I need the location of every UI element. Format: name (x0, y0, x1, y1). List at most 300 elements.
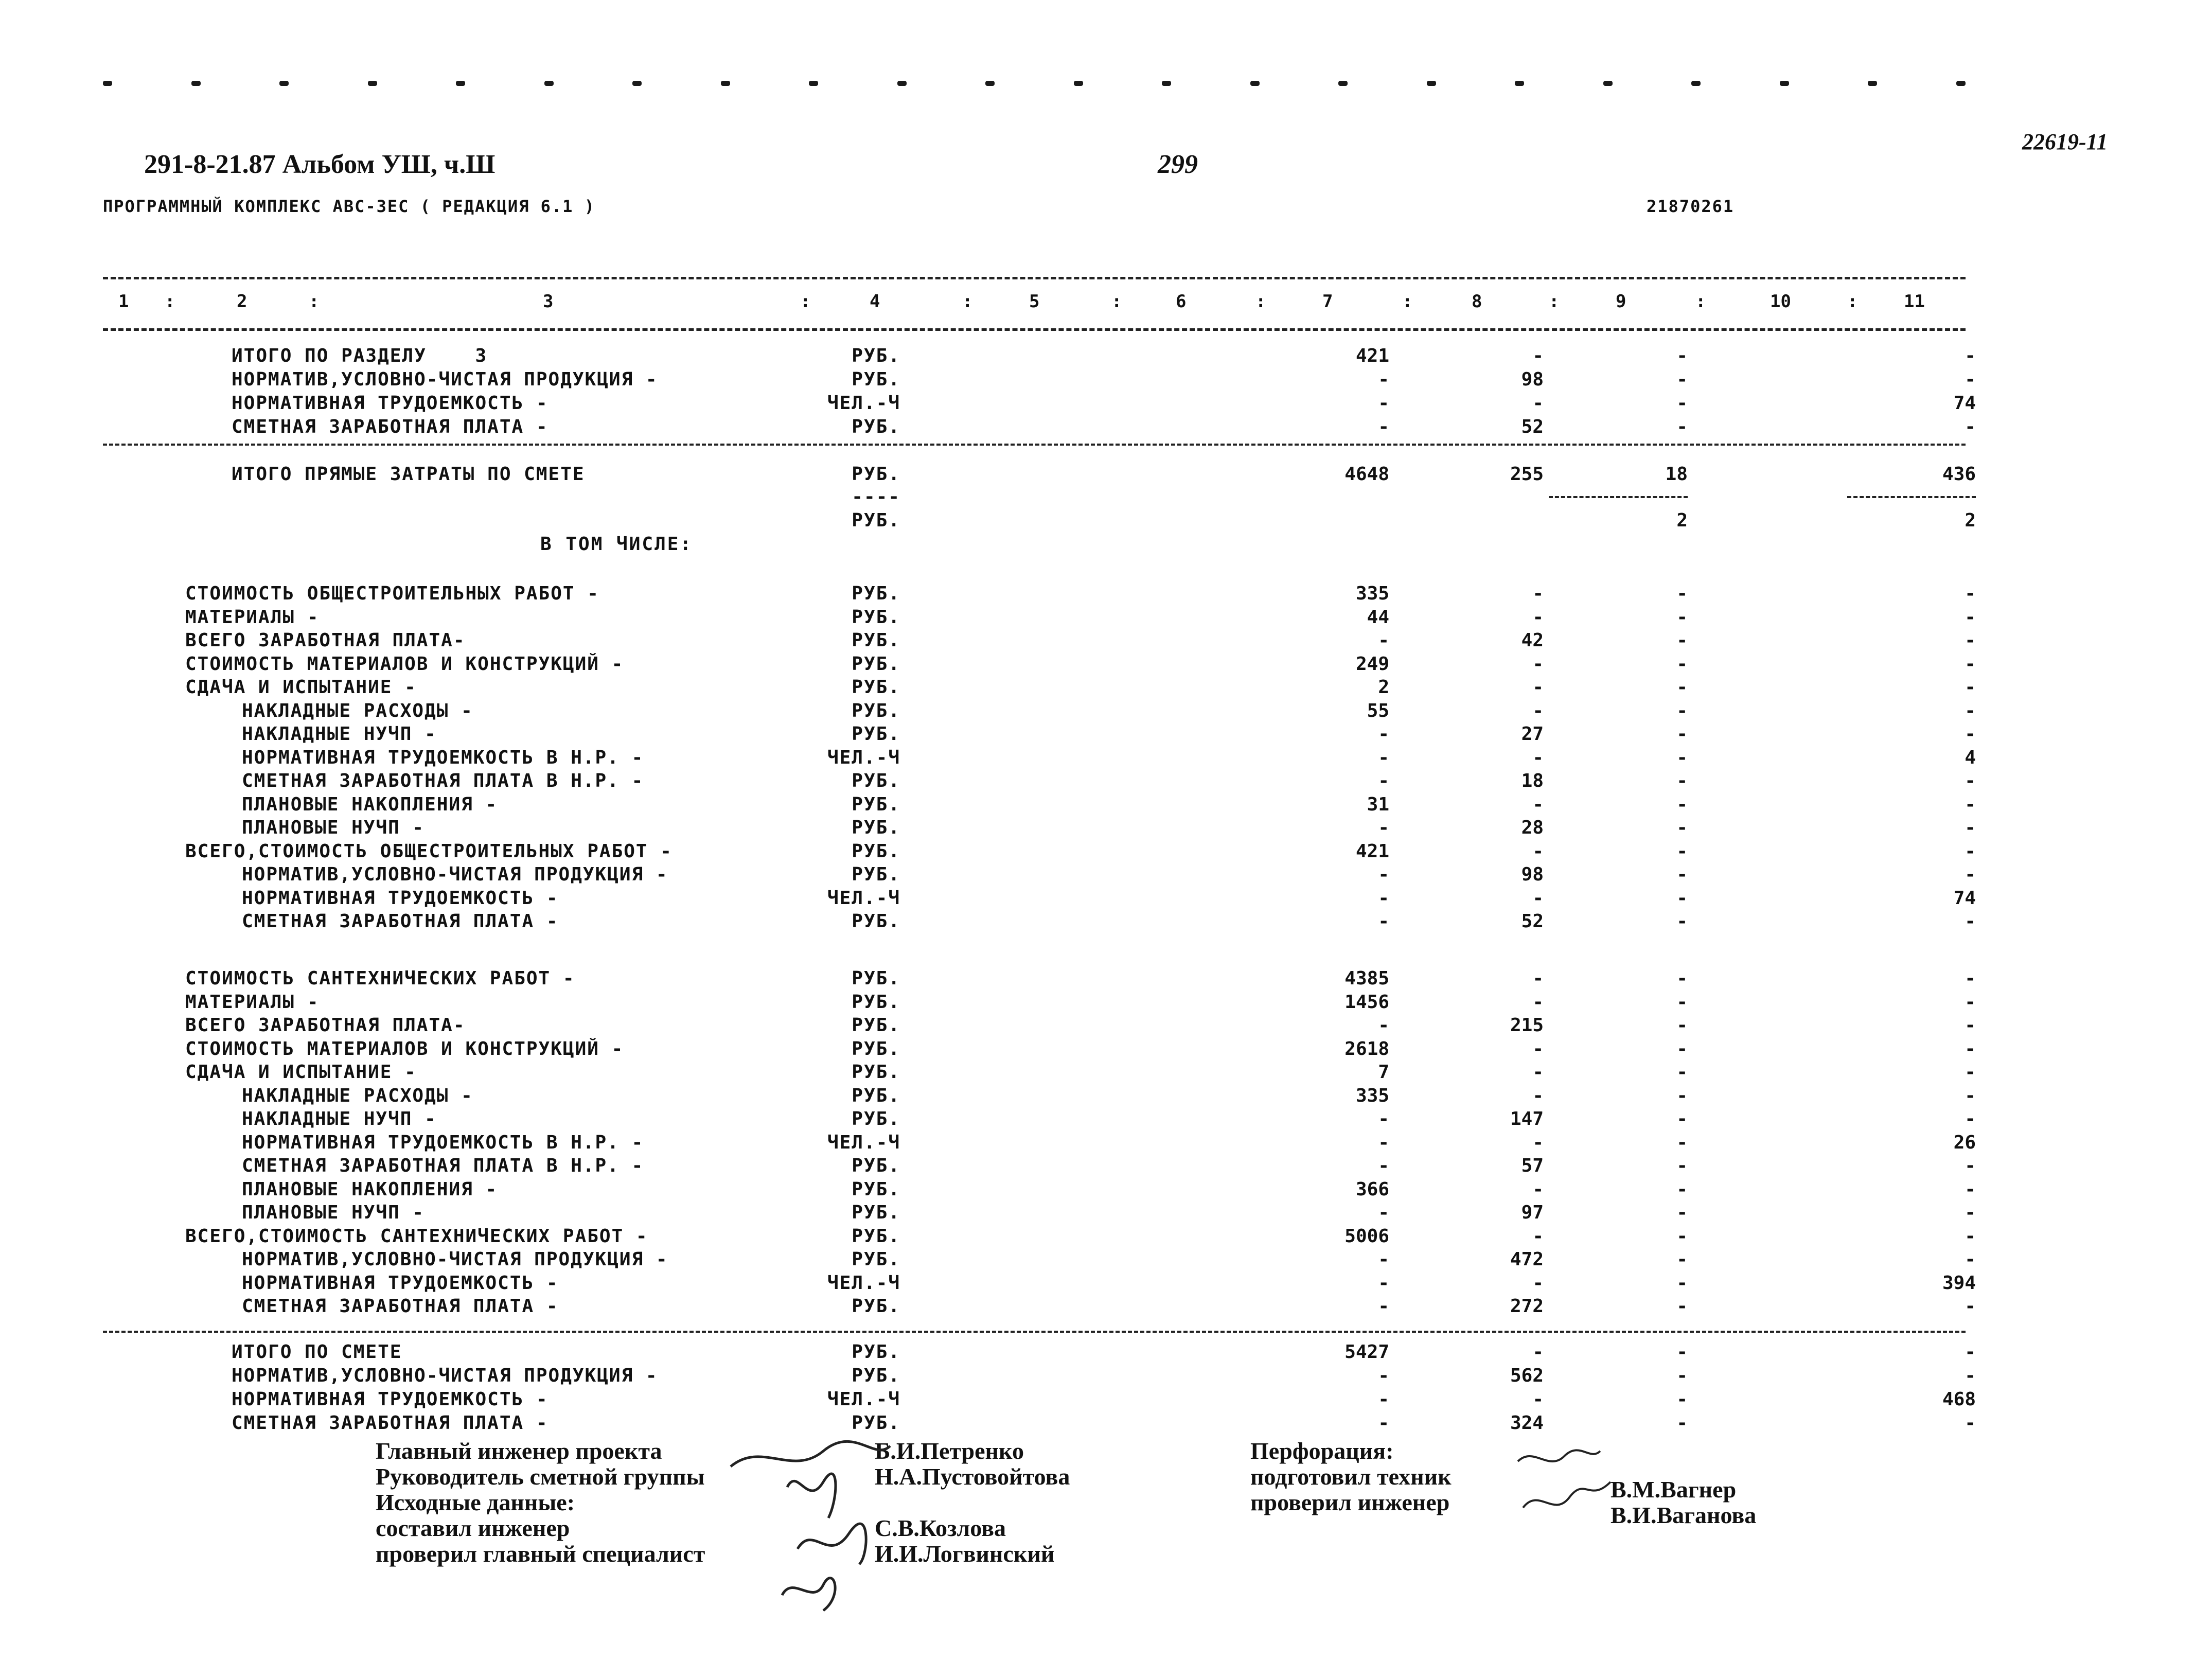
table-row (0, 1178, 2212, 1201)
row-unit: РУБ. (852, 770, 900, 791)
cell-col11: 26 (1953, 1132, 1976, 1153)
table-row (0, 793, 2212, 816)
row-label: НАКЛАДНЫЕ РАСХОДЫ - (242, 700, 473, 721)
cell-col11: - (1965, 630, 1976, 651)
cell-col9: - (1676, 864, 1688, 885)
cell-col7: - (1378, 1015, 1389, 1036)
cell-col11: - (1965, 723, 1976, 745)
cell-col9: - (1676, 1273, 1688, 1294)
cell-col9: - (1676, 700, 1688, 721)
cell-col8: 97 (1521, 1202, 1544, 1223)
cell-col11: - (1965, 583, 1976, 604)
cell-col8: - (1532, 1389, 1544, 1410)
cell-col9: - (1676, 630, 1688, 651)
cell-col9: - (1676, 911, 1688, 932)
table-row (0, 653, 2212, 676)
cell-col11: - (1965, 911, 1976, 932)
row-label: ИТОГО ПО РАЗДЕЛУ 3 (232, 345, 488, 366)
cell-col7: - (1378, 1108, 1389, 1129)
row-label: НОРМАТИВ,УСЛОВНО-ЧИСТАЯ ПРОДУКЦИЯ - (242, 864, 668, 885)
cell-col7: - (1378, 747, 1389, 768)
cell-col8: - (1532, 968, 1544, 989)
cell-col8: - (1532, 888, 1544, 909)
signature-role: проверил главный специалист (376, 1541, 705, 1567)
signature-role: Руководитель сметной группы (376, 1463, 705, 1490)
cell-col9: - (1676, 369, 1688, 390)
column-separator: : (1847, 291, 1858, 312)
cell-col7: 335 (1355, 583, 1389, 604)
row-label: СМЕТНАЯ ЗАРАБОТНАЯ ПЛАТА - (232, 416, 548, 437)
signature-role: проверил инженер (1250, 1489, 1450, 1515)
row-label: ВСЕГО ЗАРАБОТНАЯ ПЛАТА- (185, 1015, 466, 1036)
cell-col7: 335 (1355, 1085, 1389, 1106)
cell-col8: - (1532, 1341, 1544, 1363)
perforation-dot (191, 81, 201, 86)
row-unit: РУБ. (852, 1365, 900, 1386)
row-label: МАТЕРИАЛЫ - (185, 992, 320, 1013)
unit-dashes: ---- (852, 486, 900, 507)
row-label: СМЕТНАЯ ЗАРАБОТНАЯ ПЛАТА В Н.Р. - (242, 770, 644, 791)
column-number: 7 (1322, 291, 1333, 312)
cell-col7: - (1378, 1155, 1389, 1176)
cell-col8: 18 (1521, 770, 1544, 791)
table-row (0, 910, 2212, 933)
row-label: НОРМАТИВНАЯ ТРУДОЕМКОСТЬ - (242, 1273, 559, 1294)
cell-col9: - (1676, 607, 1688, 628)
section-totals-rule (103, 444, 1966, 446)
row-label: СТОИМОСТЬ ОБЩЕСТРОИТЕЛЬНЫХ РАБОТ - (185, 583, 599, 604)
signature-role: Главный инженер проекта (376, 1438, 662, 1464)
row-unit: РУБ. (852, 968, 900, 989)
cell-col8: - (1532, 747, 1544, 768)
cell-col7: - (1378, 1389, 1389, 1410)
table-row (0, 629, 2212, 652)
header-top-rule (103, 277, 1966, 279)
cell-col9: - (1676, 1155, 1688, 1176)
including-heading: В ТОМ ЧИСЛЕ: (540, 534, 693, 555)
table-row (0, 582, 2212, 605)
table-row (0, 606, 2212, 629)
row-unit: РУБ. (852, 416, 900, 437)
cell-col9: - (1676, 794, 1688, 815)
table-row (0, 1225, 2212, 1248)
cell-col9: - (1676, 1412, 1688, 1434)
row-unit: РУБ. (852, 1249, 900, 1270)
row-label: СДАЧА И ИСПЫТАНИЕ - (185, 677, 417, 698)
cell-col7: - (1378, 393, 1389, 414)
perforation-dot (1780, 81, 1789, 86)
row-unit: РУБ. (852, 992, 900, 1013)
cell-col7: - (1378, 1202, 1389, 1223)
perforation-dot (1074, 81, 1083, 86)
perforation-dot (1868, 81, 1877, 86)
subtotal-dash-row (0, 486, 2212, 508)
row-label: НОРМАТИВ,УСЛОВНО-ЧИСТАЯ ПРОДУКЦИЯ - (232, 369, 658, 390)
cell-col8: - (1532, 1273, 1544, 1294)
row-label: ПЛАНОВЫЕ НАКОПЛЕНИЯ - (242, 794, 498, 815)
direct-costs-second-row (0, 509, 2212, 532)
row-unit: РУБ. (852, 345, 900, 366)
cell-col11: - (1965, 1038, 1976, 1059)
cell-col8: - (1532, 393, 1544, 414)
cell-col11: - (1965, 416, 1976, 437)
row-unit: РУБ. (852, 911, 900, 932)
cell-col9: - (1676, 416, 1688, 437)
cell-col8: 255 (1510, 464, 1544, 485)
signature-role: составил инженер (376, 1515, 570, 1541)
perforation-dot (809, 81, 818, 86)
cell-col9: 18 (1665, 464, 1688, 485)
cell-col9: - (1676, 653, 1688, 675)
cell-col8: - (1532, 583, 1544, 604)
cell-col11: - (1965, 841, 1976, 862)
cell-col7: - (1378, 1412, 1389, 1434)
table-row (0, 967, 2212, 990)
cell-col11: - (1965, 770, 1976, 791)
table-row (0, 416, 2212, 438)
signature-name: И.И.Логвинский (875, 1541, 1055, 1567)
cell-col7: - (1378, 817, 1389, 838)
cell-col7: 421 (1355, 345, 1389, 366)
program-title: ПРОГРАММНЫЙ КОМПЛЕКС АВС-3ЕС ( РЕДАКЦИЯ 6.1 ) (103, 197, 595, 216)
table-row (0, 1132, 2212, 1154)
cell-col7: - (1378, 888, 1389, 909)
cell-col9: - (1676, 1038, 1688, 1059)
table-row (0, 368, 2212, 391)
cell-col11: - (1965, 1179, 1976, 1200)
cell-col11: - (1965, 1015, 1976, 1036)
perforation-dot (1956, 81, 1966, 86)
cell-col11: - (1965, 1202, 1976, 1223)
cell-col8: 562 (1510, 1365, 1544, 1386)
perforation-dot (103, 81, 112, 86)
cell-col7: 2 (1378, 677, 1389, 698)
cell-col7: - (1378, 1273, 1389, 1294)
cell-col9: - (1676, 841, 1688, 862)
cell-col11: - (1965, 1341, 1976, 1363)
table-row (0, 1085, 2212, 1107)
table-row (0, 345, 2212, 367)
column-separator: : (1695, 291, 1706, 312)
row-unit: ЧЕЛ.-Ч (827, 747, 900, 768)
row-label: ВСЕГО,СТОИМОСТЬ САНТЕХНИЧЕСКИХ РАБОТ - (185, 1226, 648, 1247)
row-label: СМЕТНАЯ ЗАРАБОТНАЯ ПЛАТА - (242, 1296, 559, 1317)
cell-col7: 4385 (1344, 968, 1389, 989)
row-label: НОРМАТИВ,УСЛОВНО-ЧИСТАЯ ПРОДУКЦИЯ - (242, 1249, 668, 1270)
cell-col8: 27 (1521, 723, 1544, 745)
column-separator: : (1255, 291, 1266, 312)
cell-col8: 272 (1510, 1296, 1544, 1317)
signature-name: Н.А.Пустовойтова (875, 1463, 1070, 1490)
cell-col9: - (1676, 1341, 1688, 1363)
row-unit: РУБ. (852, 794, 900, 815)
row-label: НОРМАТИВНАЯ ТРУДОЕМКОСТЬ - (232, 393, 548, 414)
cell-col7: 44 (1367, 607, 1389, 628)
cell-col9: - (1676, 1085, 1688, 1106)
table-row (0, 1038, 2212, 1061)
perforation-dot (1338, 81, 1348, 86)
cell-col9: - (1676, 888, 1688, 909)
cell-col9: - (1676, 1249, 1688, 1270)
column-number: 4 (870, 291, 880, 312)
signature-name: С.В.Козлова (875, 1515, 1006, 1541)
table-row (0, 1388, 2212, 1411)
row-label: ИТОГО ПО СМЕТЕ (232, 1341, 402, 1363)
cell-col11: 4 (1965, 747, 1976, 768)
row-label: СМЕТНАЯ ЗАРАБОТНАЯ ПЛАТА - (242, 911, 559, 932)
row-label: ВСЕГО,СТОИМОСТЬ ОБЩЕСТРОИТЕЛЬНЫХ РАБОТ - (185, 841, 673, 862)
row-label: ВСЕГО ЗАРАБОТНАЯ ПЛАТА- (185, 630, 466, 651)
row-label: МАТЕРИАЛЫ - (185, 607, 320, 628)
signature-name: В.М.Вагнер (1611, 1476, 1737, 1503)
cell-col8: - (1532, 1062, 1544, 1083)
cell-col7: 5427 (1344, 1341, 1389, 1363)
row-unit: РУБ. (852, 464, 900, 485)
document-code: 22619-11 (2022, 129, 2108, 154)
cell-col9: - (1676, 1202, 1688, 1223)
row-label: НОРМАТИВНАЯ ТРУДОЕМКОСТЬ В Н.Р. - (242, 1132, 644, 1153)
row-unit: РУБ. (852, 677, 900, 698)
perforation-dot (721, 81, 730, 86)
perforation-dot (1603, 81, 1613, 86)
perforation-dot (632, 81, 642, 86)
column-separator: : (309, 291, 320, 312)
column-number: 10 (1770, 291, 1791, 312)
cell-col11: - (1965, 653, 1976, 675)
cell-col9: - (1676, 677, 1688, 698)
table-row (0, 991, 2212, 1014)
row-unit: РУБ. (852, 700, 900, 721)
row-label: СТОИМОСТЬ САНТЕХНИЧЕСКИХ РАБОТ - (185, 968, 575, 989)
row-unit: РУБ. (852, 653, 900, 675)
signature-role: Исходные данные: (376, 1489, 575, 1515)
cell-col7: 249 (1355, 653, 1389, 675)
row-label: НОРМАТИВНАЯ ТРУДОЕМКОСТЬ - (232, 1389, 548, 1410)
cell-col9: 2 (1676, 510, 1688, 531)
row-unit: РУБ. (852, 1341, 900, 1363)
perforation-dot (456, 81, 465, 86)
cell-col9: - (1676, 1015, 1688, 1036)
cell-col8: - (1532, 1226, 1544, 1247)
cell-col8: 324 (1510, 1412, 1544, 1434)
perforation-dot (1250, 81, 1260, 86)
album-reference: 291-8-21.87 Альбом УШ, ч.Ш (144, 150, 496, 179)
cell-col11: - (1965, 992, 1976, 1013)
cell-col7: - (1378, 1296, 1389, 1317)
cell-col8: - (1532, 1179, 1544, 1200)
cell-col7: 55 (1367, 700, 1389, 721)
cell-col7: - (1378, 1249, 1389, 1270)
cell-col11: - (1965, 864, 1976, 885)
col9-dash-line (1549, 496, 1688, 498)
perforation-dot (544, 81, 554, 86)
cell-col11: - (1965, 817, 1976, 838)
cell-col7: 366 (1355, 1179, 1389, 1200)
row-label: СДАЧА И ИСПЫТАНИЕ - (185, 1062, 417, 1083)
row-unit: РУБ. (852, 1108, 900, 1129)
row-unit: ЧЕЛ.-Ч (827, 1132, 900, 1153)
column-number: 1 (118, 291, 129, 312)
cell-col9: - (1676, 583, 1688, 604)
header-bottom-rule (103, 328, 1966, 331)
cell-col9: - (1676, 393, 1688, 414)
row-label: НОРМАТИВНАЯ ТРУДОЕМКОСТЬ - (242, 888, 559, 909)
row-label: ИТОГО ПРЯМЫЕ ЗАТРАТЫ ПО СМЕТЕ (232, 464, 585, 485)
cell-col8: 98 (1521, 864, 1544, 885)
cell-col7: 31 (1367, 794, 1389, 815)
column-number: 6 (1176, 291, 1187, 312)
cell-col11: - (1965, 345, 1976, 366)
cell-col9: - (1676, 968, 1688, 989)
cell-col8: - (1532, 794, 1544, 815)
cell-col11: - (1965, 677, 1976, 698)
column-separator: : (1402, 291, 1413, 312)
cell-col9: - (1676, 817, 1688, 838)
row-unit: РУБ. (852, 1226, 900, 1247)
row-label: СМЕТНАЯ ЗАРАБОТНАЯ ПЛАТА - (232, 1412, 548, 1434)
row-unit: ЧЕЛ.-Ч (827, 393, 900, 414)
column-number: 3 (543, 291, 554, 312)
row-unit: РУБ. (852, 369, 900, 390)
cell-col7: 5006 (1344, 1226, 1389, 1247)
table-row (0, 840, 2212, 863)
table-row (0, 1272, 2212, 1295)
cell-col9: - (1676, 1108, 1688, 1129)
table-row (0, 392, 2212, 415)
cell-col8: - (1532, 1038, 1544, 1059)
cell-col9: - (1676, 723, 1688, 745)
cell-col7: - (1378, 369, 1389, 390)
cell-col7: - (1378, 630, 1389, 651)
cell-col11: 2 (1965, 510, 1976, 531)
perforation-marks (103, 77, 1966, 90)
table-row (0, 1202, 2212, 1224)
column-separator: : (800, 291, 811, 312)
cell-col11: 74 (1953, 888, 1976, 909)
cell-col11: - (1965, 1249, 1976, 1270)
cell-col7: 421 (1355, 841, 1389, 862)
cell-col11: - (1965, 1108, 1976, 1129)
cell-col8: 52 (1521, 416, 1544, 437)
column-separator: : (1111, 291, 1122, 312)
cell-col8: 42 (1521, 630, 1544, 651)
cell-col8: - (1532, 700, 1544, 721)
cell-col8: 57 (1521, 1155, 1544, 1176)
direct-costs-row (0, 463, 2212, 486)
cell-col8: - (1532, 607, 1544, 628)
cell-col7: - (1378, 723, 1389, 745)
cell-col8: 147 (1510, 1108, 1544, 1129)
cell-col11: - (1965, 1226, 1976, 1247)
table-row (0, 1248, 2212, 1271)
signature-name: Б.И.Петренко (875, 1438, 1024, 1464)
row-unit: ЧЕЛ.-Ч (827, 1389, 900, 1410)
cell-col11: 74 (1953, 393, 1976, 414)
row-label: СМЕТНАЯ ЗАРАБОТНАЯ ПЛАТА В Н.Р. - (242, 1155, 644, 1176)
column-number: 9 (1616, 291, 1626, 312)
cell-col7: 2618 (1344, 1038, 1389, 1059)
cell-col9: - (1676, 747, 1688, 768)
cell-col9: - (1676, 1132, 1688, 1153)
column-separator: : (165, 291, 175, 312)
cell-col11: - (1965, 794, 1976, 815)
cell-col8: 52 (1521, 911, 1544, 932)
cell-col11: - (1965, 700, 1976, 721)
cell-col11: - (1965, 369, 1976, 390)
row-unit: РУБ. (852, 1038, 900, 1059)
table-row (0, 817, 2212, 839)
row-label: НАКЛАДНЫЕ РАСХОДЫ - (242, 1085, 473, 1106)
signature-role: подготовил техник (1250, 1463, 1452, 1490)
cell-col9: - (1676, 1226, 1688, 1247)
perforation-dot (1691, 81, 1701, 86)
table-row (0, 1341, 2212, 1364)
cell-col7: - (1378, 1365, 1389, 1386)
cell-col8: - (1532, 653, 1544, 675)
row-unit: РУБ. (852, 1085, 900, 1106)
row-unit: РУБ. (852, 1179, 900, 1200)
column-number: 5 (1029, 291, 1040, 312)
table-row (0, 700, 2212, 722)
cell-col8: 98 (1521, 369, 1544, 390)
table-row (0, 723, 2212, 746)
table-row (0, 1412, 2212, 1435)
row-unit: РУБ. (852, 510, 900, 531)
cell-col11: - (1965, 968, 1976, 989)
cell-col7: - (1378, 864, 1389, 885)
row-label: НАКЛАДНЫЕ НУЧП - (242, 723, 437, 745)
row-unit: ЧЕЛ.-Ч (827, 888, 900, 909)
cell-col7: 7 (1378, 1062, 1389, 1083)
table-row (0, 1365, 2212, 1387)
row-unit: РУБ. (852, 1155, 900, 1176)
row-unit: РУБ. (852, 1202, 900, 1223)
cell-col8: 472 (1510, 1249, 1544, 1270)
cell-col11: - (1965, 1365, 1976, 1386)
cell-col9: - (1676, 1389, 1688, 1410)
row-label: НОРМАТИВНАЯ ТРУДОЕМКОСТЬ В Н.Р. - (242, 747, 644, 768)
cell-col8: 28 (1521, 817, 1544, 838)
row-unit: РУБ. (852, 864, 900, 885)
cell-col9: - (1676, 1062, 1688, 1083)
cell-col7: - (1378, 416, 1389, 437)
cell-col11: - (1965, 1296, 1976, 1317)
cell-col9: - (1676, 1365, 1688, 1386)
perforation-dot (1515, 81, 1524, 86)
perforation-dot (279, 81, 289, 86)
signature-name: В.И.Ваганова (1611, 1502, 1757, 1528)
row-unit: РУБ. (852, 841, 900, 862)
table-row (0, 676, 2212, 699)
cell-col8: - (1532, 992, 1544, 1013)
row-label: ПЛАНОВЫЕ НУЧП - (242, 1202, 425, 1223)
perforation-dot (1427, 81, 1436, 86)
perforation-dot (1162, 81, 1171, 86)
perforation-dot (985, 81, 995, 86)
cell-col11: 394 (1942, 1273, 1976, 1294)
row-unit: РУБ. (852, 723, 900, 745)
cell-col11: 436 (1942, 464, 1976, 485)
cell-col9: - (1676, 345, 1688, 366)
cell-col11: - (1965, 607, 1976, 628)
handwritten-signatures-right (1513, 1441, 1647, 1528)
table-row (0, 747, 2212, 769)
row-unit: РУБ. (852, 1296, 900, 1317)
row-unit: ЧЕЛ.-Ч (827, 1273, 900, 1294)
table-row (0, 863, 2212, 886)
table-row (0, 1295, 2212, 1318)
col11-dash-line (1847, 496, 1976, 498)
